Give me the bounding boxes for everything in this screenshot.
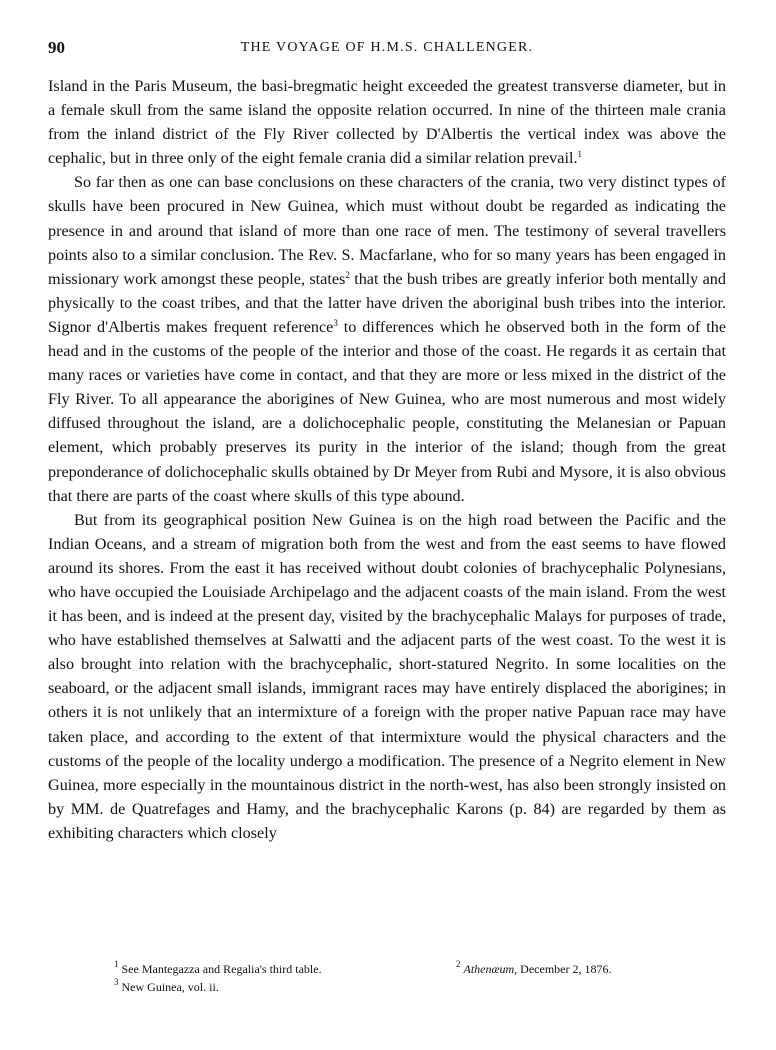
footnote-2-text: December 2, 1876. (517, 962, 612, 976)
footnote-3-text: New Guinea, vol. ii. (121, 980, 219, 994)
paragraph-2-text-b: that the bush tribes are greatly inferior both mentally and physically to the coast tribes, and that the latter have driven the aboriginal bush tribes into the interior. Signor d'Albertis makes frequent reference (48, 269, 726, 336)
footnote-2-journal: Athenæum, (463, 962, 518, 976)
footnote-ref-3: 3 (333, 317, 338, 328)
footnote-1-mark: 1 (114, 959, 119, 969)
footnote-1 (114, 960, 322, 978)
page-header (48, 38, 726, 62)
paragraph-2-text-c: to differences which he observed both in the form of the head and in the customs of the people of the interior and those of the coast. He regards it as certain that many races or varieties have come in contact, and that they are more or less mixed in the district of the Fly River. To all appearance the aborigines of New Guinea, who are most numerous and most widely diffused throughout the island, are a dolichocephalic people, constituting the Melanesian or Papuan element, which probably preserves its purity in the interior of the island; though from the great preponderance of dolichocephalic skulls obtained by Dr Meyer from Rubi and Mysore, it is also obvious that there are parts of the coast where skulls of this type abound. (48, 317, 726, 505)
paragraph-3-text: But from its geographical position New Guinea is on the high road between the Pacific and the Indian Oceans, and a stream of migration both from the west and from the east seems to have flowed around its shores. From the east it has received without doubt colonies of brachycephalic Polynesians, who have occupied the Louisiade Archipelago and the adjacent coasts of the main island. From the west it has been, and is indeed at the present day, visited by the brachycephalic Malays for purposes of trade, who have established themselves at Salwatti and the adjacent parts of the west coast. To the west it is also brought into relation with the brachycephalic, short-statured Negrito. In some localities on the seaboard, or the adjacent small islands, immigrant races may have entirely displaced the aborigines; in others it is not unlikely that an intermixture of a foreign with the proper native Papuan race may have taken place, and according to the extent of that intermixture would the physical characters and the customs of the people of the locality undergo a modification. The presence of a Negrito element in New Guinea, more especially in the mountainous district in the north-west, has also been strongly insisted on by MM. de Quatrefages and Hamy, and the brachycephalic Karons (p. 84) are regarded by them as exhibiting characters which closely (48, 510, 726, 842)
footnote-1-text: See Mantegazza and Regalia's third table. (121, 962, 322, 976)
paragraph-2-text-a: So far then as one can base conclusions on these characters of the crania, two very distinct types of skulls have been procured in New Guinea, which must without doubt be regarded as indicating the presence in and around that island of more than one race of men. The testimony of several travellers points also to a similar conclusion. The Rev. S. Macfarlane, who for so many years has been engaged in missionary work amongst these people, states (48, 173, 726, 288)
running-head: THE VOYAGE OF H.M.S. CHALLENGER. (240, 40, 534, 55)
body-text (48, 74, 726, 845)
page-number: 90 (48, 38, 65, 57)
footnote-row-1 (48, 960, 726, 978)
footnote-ref-2: 2 (345, 269, 350, 280)
paragraph-2 (48, 170, 726, 507)
footnote-3 (114, 978, 219, 996)
footnote-2-mark: 2 (456, 959, 461, 969)
paragraph-1 (48, 74, 726, 170)
paragraph-1-text: Island in the Paris Museum, the basi-bregmatic height exceeded the greatest transverse diameter, but in a female skull from the same island the opposite relation occurred. In nine of the thirteen male crania from the inland district of the Fly River collected by D'Albertis the vertical index was above the cephalic, but in three only of the eight female crania did a similar relation prevail. (48, 77, 726, 168)
paragraph-3 (48, 508, 726, 845)
footnote-3-mark: 3 (114, 977, 119, 987)
page (48, 38, 726, 845)
footnote-row-2 (48, 978, 726, 996)
footnote-2 (456, 960, 611, 978)
footnotes (48, 960, 726, 996)
footnote-ref-1: 1 (577, 149, 582, 160)
